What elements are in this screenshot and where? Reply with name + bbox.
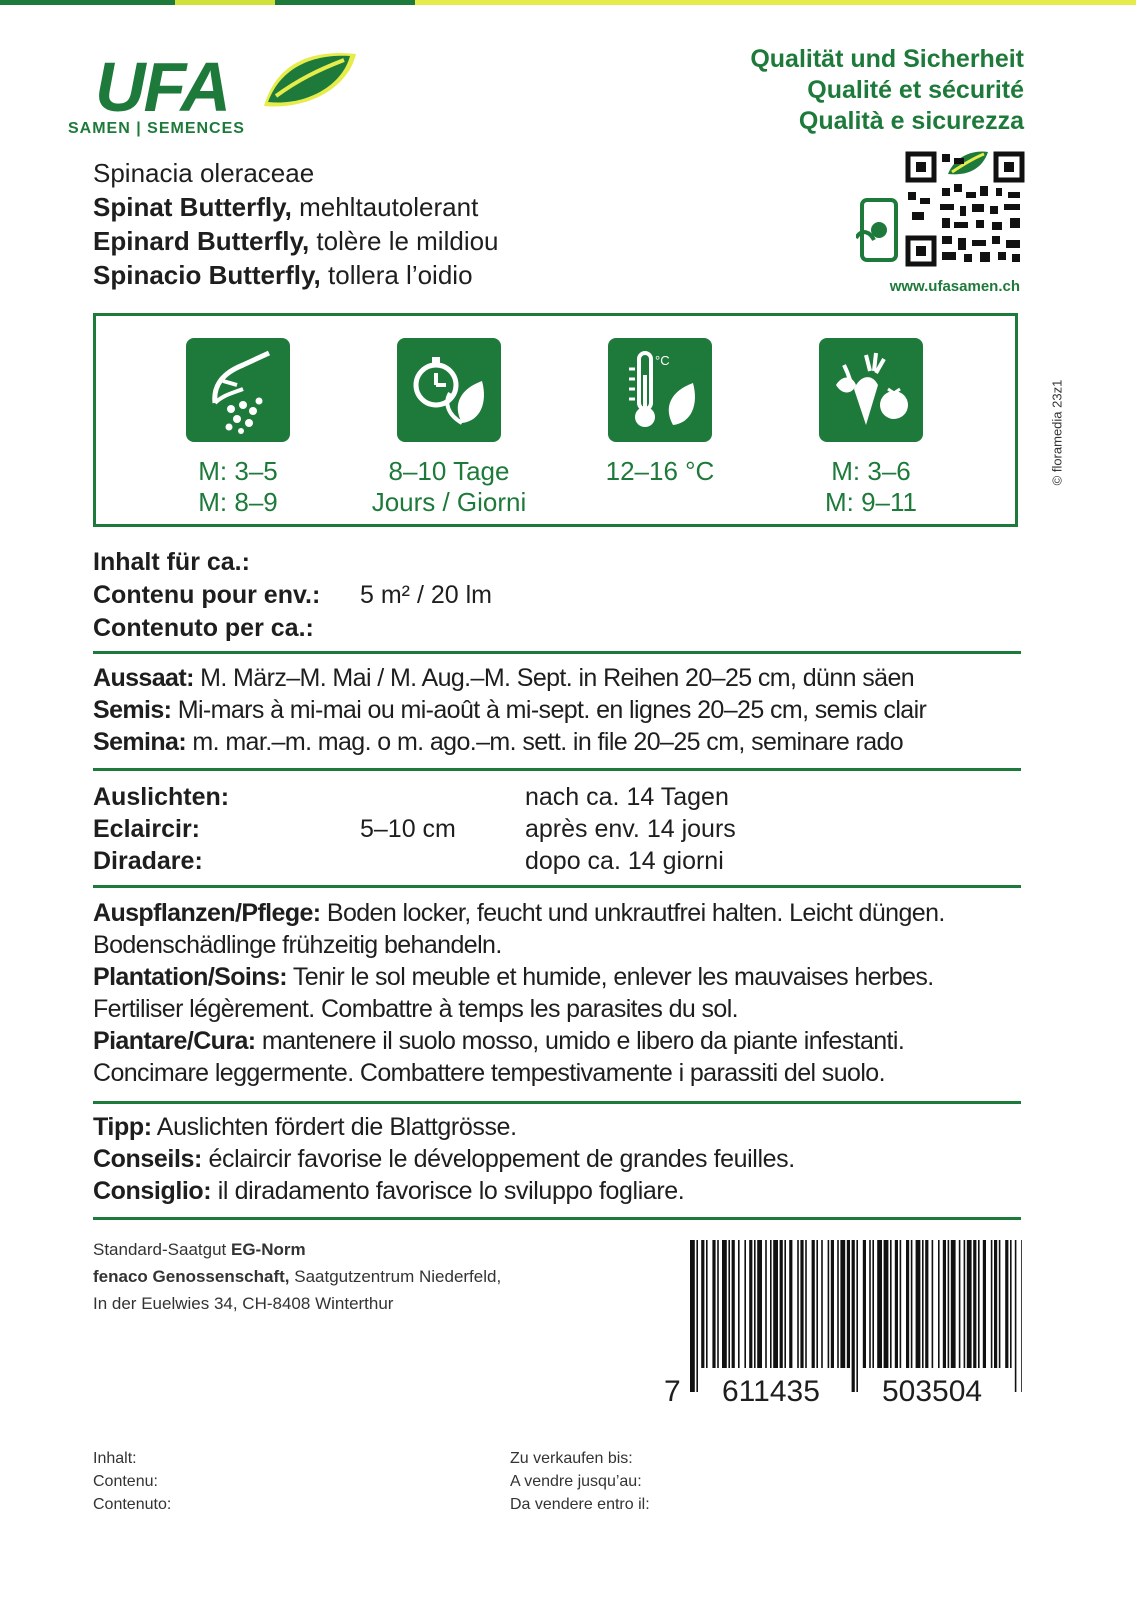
quality-de: Qualität und Sicherheit	[750, 45, 1024, 73]
care-section: Auspflanzen/Pflege: Boden locker, feucht und unkrautfrei halten. Leicht düngen. Bodenschädlinge frühzeitig behandeln. Plantation/Soins: Tenir le sol meuble et humide, enlever les mauvaises herbes. Fertiliser légèrement. Combattre à temps les parasites du sol. Piantare/Cura: mantenere il suolo mosso, umido e libero da piante infestanti. Concimare leggermente. Combattere tempestivamente i parassiti del suolo.	[93, 899, 945, 1087]
name-fr: Epinard Butterfly, tolère le mildiou	[93, 226, 499, 256]
content-label-it: Contenuto per ca.:	[93, 614, 314, 642]
qr-code-icon	[856, 148, 1026, 272]
barcode-icon	[690, 1240, 1022, 1392]
sell-by-labels: Zu verkaufen bis: A vendre jusqu’au: Da vendere entro il:	[510, 1450, 650, 1513]
quality-fr: Qualité et sécurité	[807, 76, 1024, 104]
product-names	[93, 156, 499, 292]
contents-labels: Inhalt: Contenu: Contenuto:	[93, 1450, 172, 1513]
thinning-distance: 5–10 cm	[360, 815, 456, 843]
svg-text:°C: °C	[655, 353, 670, 368]
tips-section: Tipp: Auslichten fördert die Blattgrösse. Conseils: éclaircir favorise le développement de grandes feuilles. Consiglio: il diradamento favorisce lo sviluppo fogliare.	[93, 1113, 795, 1205]
ufa-logo-text: UFA	[95, 48, 229, 126]
germination-line-1: 8–10 Tage	[388, 456, 510, 486]
growing-info-panel	[93, 313, 1018, 527]
qr-code-block[interactable]	[856, 148, 1026, 277]
barcode-digit-first: 7	[664, 1375, 681, 1408]
ufa-logo-subtitle: SAMEN | SEMENCES	[68, 120, 245, 137]
quality-it: Qualità e sicurezza	[798, 107, 1024, 135]
germination-info	[339, 338, 559, 518]
germination-line-2: Jours / Giorni	[371, 487, 527, 517]
content-label-fr: Contenu pour env.:	[93, 581, 321, 609]
barcode-digits-left: 611435	[722, 1375, 820, 1408]
divider	[93, 1101, 1021, 1104]
side-credit: © floramedia 23z1	[1049, 379, 1065, 486]
sowing-info	[128, 338, 348, 518]
harvest-info	[761, 338, 981, 518]
leaf-logo-icon	[258, 48, 358, 110]
content-label-de: Inhalt für ca.:	[93, 548, 250, 576]
harvest-line-2: M: 9–11	[824, 487, 917, 517]
temperature-value: 12–16 °C	[605, 456, 715, 486]
content-value: 5 m² / 20 lm	[360, 581, 492, 609]
divider	[93, 768, 1021, 771]
temperature-info	[550, 338, 770, 487]
name-it: Spinacio Butterfly, tollera l’oidio	[93, 260, 473, 290]
content-section	[93, 546, 1018, 645]
sowing-hand-icon	[186, 338, 290, 442]
website-link[interactable]: www.ufasamen.ch	[889, 278, 1020, 295]
quality-claim	[750, 44, 1024, 137]
divider	[93, 885, 1021, 888]
latin-name: Spinacia oleraceae	[93, 158, 315, 188]
thinning-section: Auslichten: Eclaircir: Diradare: 5–10 cm nach ca. 14 Tagen après env. 14 jours dopo ca. 14 giorni	[93, 783, 736, 875]
sowing-section: Aussaat: M. März–M. Mai / M. Aug.–M. Sept. in Reihen 20–25 cm, dünn säen Semis: Mi-mars à mi-mai ou mi-août à mi-sept. en lignes 20–25 cm, semis clair Semina: m. mar.–m. mag. o m. ago.–m. sett. in file 20–25 cm, seminare rado	[93, 664, 927, 756]
sowing-line-2: M: 8–9	[198, 487, 278, 517]
thermometer-icon	[608, 338, 712, 442]
top-color-strip	[0, 0, 1136, 5]
legal-info: Standard-Saatgut EG-Norm fenaco Genossenschaft, Saatgutzentrum Niederfeld, In der Euelwies 34, CH-8408 Winterthur	[93, 1240, 502, 1313]
harvest-line-1: M: 3–6	[831, 456, 911, 486]
barcode-digits-right: 503504	[882, 1375, 983, 1408]
harvest-vegetables-icon	[819, 338, 923, 442]
germination-timer-icon	[397, 338, 501, 442]
name-de: Spinat Butterfly, mehltautolerant	[93, 192, 479, 222]
sowing-line-1: M: 3–5	[198, 456, 278, 486]
divider	[93, 1217, 1021, 1220]
divider	[93, 651, 1021, 654]
